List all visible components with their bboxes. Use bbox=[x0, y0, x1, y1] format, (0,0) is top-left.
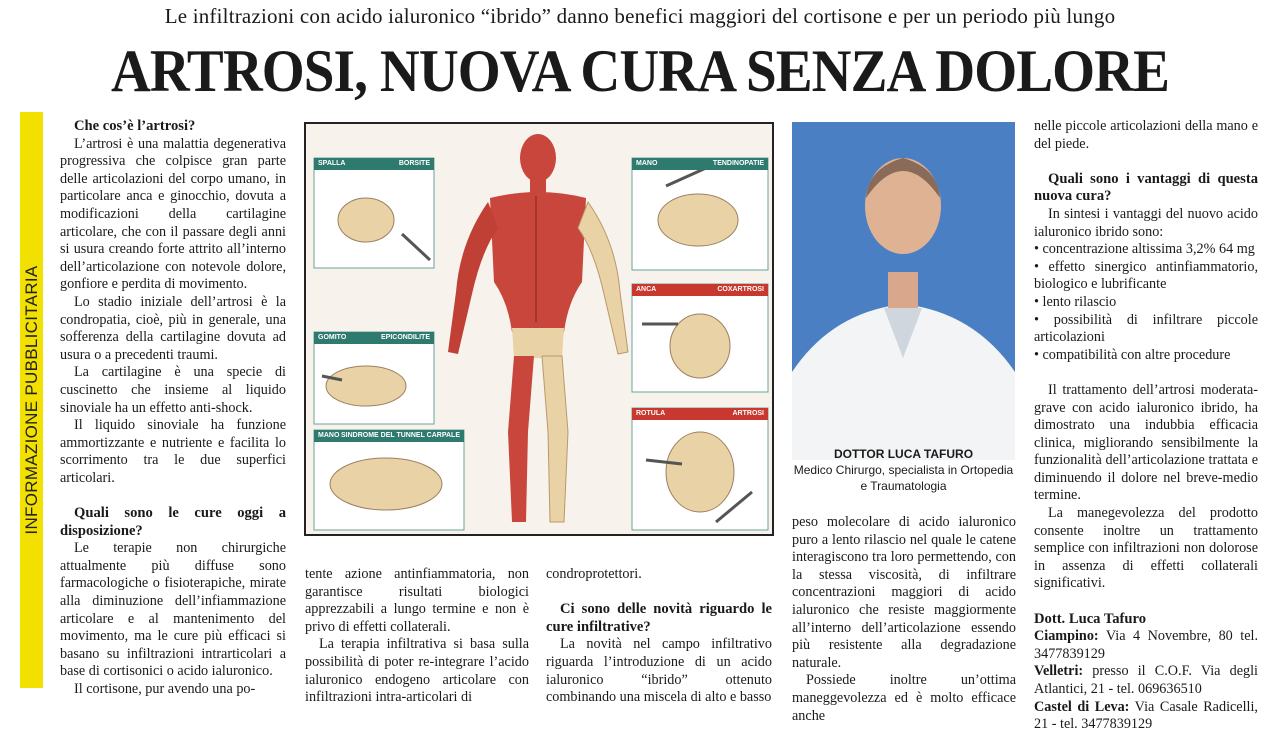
paragraph: tente azione antinfiammatoria, non garantisce risultati biologici apprezzabili a lungo termine e non è privo di effetti collaterali. bbox=[305, 566, 529, 635]
column-1 bbox=[60, 118, 286, 699]
paragraph: Lo stadio iniziale dell’artrosi è la condropatia, cioè, più in generale, una sofferenza della cartilagine dovuta ad usura o a precedenti traumi. bbox=[60, 293, 286, 363]
column-2 bbox=[305, 566, 529, 707]
headline: ARTROSI, NUOVA CURA SENZA DOLORE bbox=[110, 38, 1170, 104]
anatomy-illustration bbox=[304, 122, 774, 536]
panel-shoulder: SPALLA BORSITE bbox=[314, 158, 434, 170]
sidebar-label: INFORMAZIONE PUBBLICITARIA bbox=[21, 265, 41, 535]
paragraph: L’artrosi è una malattia degenerativa progressiva che colpisce gran parte delle articolazioni del corpo umano, in particolare anca e ginocchio, dovuta a modificazioni della cartilagine articolare, che con il passare degli anni si usura creando forte attrito all’interno dell’articolazione con notevole dolore, gonfiore e perdita di movimento. bbox=[60, 135, 286, 293]
column-3 bbox=[546, 566, 772, 707]
doctor-portrait bbox=[792, 122, 1015, 460]
list-item: • effetto sinergico antinfiammatorio, biologico e lubrificante bbox=[1034, 258, 1258, 293]
panel-elbow: GOMITO EPICONDILITE bbox=[314, 332, 434, 344]
paragraph: La manegevolezza del prodotto consente inoltre un trattamento semplice con infiltrazioni non dolorose in assenza di effetti collaterali significativi. bbox=[1034, 505, 1258, 592]
advertising-sidebar bbox=[20, 112, 43, 688]
section-heading: Che cos’è l’artrosi? bbox=[74, 118, 196, 134]
paragraph: La cartilagine è una specie di cuscinetto che insieme al liquido sinoviale ha un effetto anti-shock. bbox=[60, 364, 286, 416]
list-item: • lento rilascio bbox=[1034, 293, 1117, 310]
paragraph: Il cortisone, pur avendo una po- bbox=[74, 681, 256, 697]
panel-knee: ROTULA ARTROSI bbox=[632, 408, 768, 420]
panel-hand-tendinopathy: MANO TENDINOPATIE bbox=[632, 158, 768, 170]
paragraph: Possiede inoltre un’ottima maneggevolezza ed è molto efficace anche bbox=[792, 672, 1016, 724]
list-item: • possibilità di infiltrare piccole articolazioni bbox=[1034, 311, 1258, 346]
section-heading: Ci sono delle novità riguardo le cure infiltrative? bbox=[546, 601, 772, 635]
anatomy-figure-drawing bbox=[306, 124, 774, 536]
contact-velletri: Velletri: presso il C.O.F. Via degli Atlantici, 21 - tel. 069636510 bbox=[1034, 663, 1258, 697]
contact-name: Dott. Luca Tafuro bbox=[1034, 610, 1147, 627]
doctor-role: Medico Chirurgo, specialista in Ortopedia e Traumatologia bbox=[793, 463, 1014, 493]
paragraph: peso molecolare di acido ialuronico puro a lento rilascio nel quale le catene interagiscono tra loro permettendo, con la stessa viscosità, di infiltrare concentrazioni maggiori di acido ialuronico che resiste maggiormente all’interno dell’articolazione essendo più resistente alla degradazione naturale. bbox=[792, 514, 1016, 671]
panel-hip: ANCA COXARTROSI bbox=[632, 284, 768, 296]
list-item: • concentrazione altissima 3,2% 64 mg bbox=[1034, 241, 1255, 258]
section-heading: Quali sono i vantaggi di questa nuova cura? bbox=[1034, 170, 1258, 205]
doctor-name: DOTTOR LUCA TAFURO bbox=[833, 447, 974, 461]
panel-carpal-tunnel: MANO SINDROME DEL TUNNEL CARPALE bbox=[314, 430, 464, 442]
paragraph: La terapia infiltrativa si basa sulla possibilità di poter re-integrare l’acido ialuronico endogeno articolare con infiltrazioni intra-articolari di bbox=[305, 636, 529, 706]
column-4 bbox=[792, 514, 1016, 725]
subtitle: Le infiltrazioni con acido ialuronico “ibrido” danno benefici maggiori del cortisone e per un periodo più lungo bbox=[164, 4, 1116, 28]
paragraph: Il trattamento dell’artrosi moderata-grave con acido ialuronico ibrido, ha dimostrato una indubbia efficacia clinica, migliorando sensibilmente la funzionalità dell’articolazione trattata e diminuendo il dolore nel breve-medio termine. bbox=[1034, 381, 1258, 504]
section-heading: Quali sono le cure oggi a disposizione? bbox=[60, 505, 286, 539]
paragraph: La novità nel campo infiltrativo riguarda l’introduzione di un acido ialuronico “ibrido” ottenuto combinando una miscela di alto e basso bbox=[546, 636, 772, 706]
paragraph: Le terapie non chirurgiche attualmente più diffuse sono farmacologiche o fisioterapiche, mirate alla diminuzione dell’infiammazione articolare e al mantenimento del movimento, ma le cure più efficaci si basano su infiltrazioni intrarticolari a base di cortisonici o acido ialuronico. bbox=[60, 540, 286, 680]
contact-ciampino: Ciampino: Via 4 Novembre, 80 tel. 3477839129 bbox=[1034, 628, 1258, 662]
contact-castel-di-leva: Castel di Leva: Via Casale Radicelli, 21 - tel. 3477839129 bbox=[1034, 698, 1258, 733]
paragraph: Il liquido sinoviale ha funzione ammortizzante e nutriente e facilita lo scorrimento tra le due superfici articolari. bbox=[60, 417, 286, 486]
doctor-photo bbox=[792, 122, 1015, 460]
paragraph: condroprotettori. bbox=[546, 566, 642, 582]
paragraph: In sintesi i vantaggi del nuovo acido ialuronico ibrido sono: bbox=[1034, 205, 1258, 240]
list-item: • compatibilità con altre procedure bbox=[1034, 346, 1231, 363]
column-5 bbox=[1034, 118, 1258, 734]
paragraph: nelle piccole articolazioni della mano e del piede. bbox=[1034, 118, 1258, 152]
photo-caption bbox=[792, 446, 1015, 494]
